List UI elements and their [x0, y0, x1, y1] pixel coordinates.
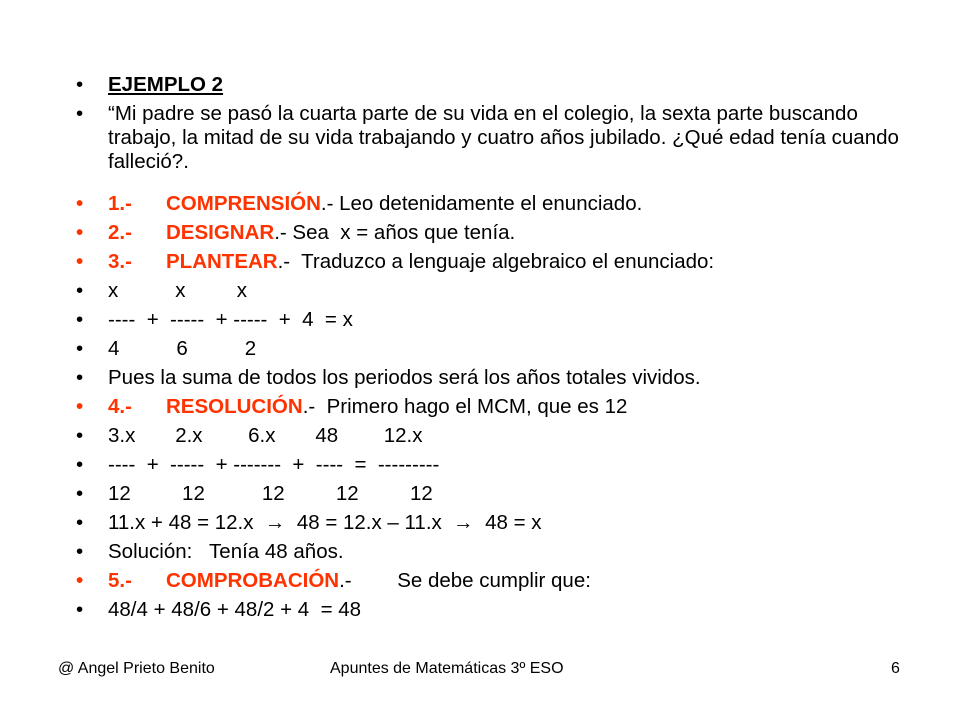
bullet: •	[76, 482, 84, 505]
equation-part: 48 = x	[485, 511, 542, 534]
step-heading: COMPROBACIÓN	[166, 569, 340, 592]
step-text: .- Primero hago el MCM, que es 12	[302, 395, 628, 418]
list-item	[76, 73, 926, 97]
equation-part: 48 = 12.x – 11.x	[296, 511, 442, 534]
list-item	[76, 511, 926, 535]
list-item	[76, 453, 926, 477]
list-item	[76, 308, 926, 332]
footer-course: Apuntes de Matemáticas 3º ESO	[330, 660, 564, 677]
bullet: •	[76, 511, 84, 534]
step-text: .- Se debe cumplir que:	[339, 569, 591, 592]
list-item	[76, 395, 926, 419]
arrow-icon: →	[453, 511, 474, 534]
equation-numerators: 3.x 2.x 6.x 48 12.x	[108, 424, 423, 447]
bullet: •	[76, 192, 84, 215]
bullet: •	[76, 279, 84, 302]
list-item	[76, 424, 926, 448]
footer-author: @ Angel Prieto Benito	[58, 660, 215, 677]
list-item	[76, 482, 926, 506]
list-item	[76, 569, 926, 593]
step-number: 2.-	[108, 221, 132, 244]
check-equation: 48/4 + 48/6 + 48/2 + 4 = 48	[108, 598, 362, 621]
equation-numerators: x x x	[108, 279, 247, 302]
list-item	[76, 279, 926, 303]
list-item	[76, 250, 926, 274]
step-heading: RESOLUCIÓN	[166, 395, 303, 418]
bullet: •	[76, 424, 84, 447]
equation-denominators: 4 6 2	[108, 337, 257, 360]
step-heading: DESIGNAR	[166, 221, 275, 244]
bullet: •	[76, 598, 84, 621]
equation-denominators: 12 12 12 12 12	[108, 482, 433, 505]
list-item	[76, 598, 926, 622]
list-item	[76, 192, 926, 216]
step-number: 3.-	[108, 250, 132, 273]
step-number: 4.-	[108, 395, 132, 418]
bullet: •	[76, 337, 84, 360]
bullet: •	[76, 250, 84, 273]
bullet: •	[76, 308, 84, 331]
bullet: •	[76, 453, 84, 476]
content-list	[76, 73, 926, 627]
step-heading: PLANTEAR	[166, 250, 278, 273]
step-heading: COMPRENSIÓN	[166, 192, 321, 215]
equation-part: 11.x + 48 = 12.x	[108, 511, 254, 534]
bullet: •	[76, 569, 84, 592]
step-text: .- Traduzco a lenguaje algebraico el enunciado:	[277, 250, 715, 273]
step-text: .- Sea x = años que tenía.	[274, 221, 516, 244]
bullet: •	[76, 395, 84, 418]
problem-statement: “Mi padre se pasó la cuarta parte de su vida en el colegio, la sexta parte buscando trabajo, la mitad de su vida trabajando y cuatro años jubilado. ¿Qué edad tenía cuando falleció?.	[108, 102, 899, 173]
list-item	[76, 221, 926, 245]
bullet: •	[76, 366, 84, 389]
step-number: 5.-	[108, 569, 132, 592]
arrow-icon: →	[264, 511, 286, 534]
step-text: .- Leo detenidamente el enunciado.	[320, 192, 643, 215]
list-item	[76, 337, 926, 361]
bullet: •	[76, 102, 84, 125]
equation-fraction-line: ---- + ----- + ------- + ---- = ---------	[108, 453, 440, 476]
example-title: EJEMPLO 2	[108, 73, 224, 96]
solution-text: Solución: Tenía 48 años.	[108, 540, 344, 563]
bullet: •	[76, 540, 84, 563]
step-number: 1.-	[108, 192, 132, 215]
list-item	[76, 540, 926, 564]
sum-note: Pues la suma de todos los periodos será los años totales vividos.	[108, 366, 701, 389]
bullet: •	[76, 73, 84, 96]
list-item	[76, 102, 926, 174]
footer-page-number: 6	[891, 660, 900, 677]
equation-fraction-line: ---- + ----- + ----- + 4 = x	[108, 308, 353, 331]
bullet: •	[76, 221, 84, 244]
list-item	[76, 366, 926, 390]
